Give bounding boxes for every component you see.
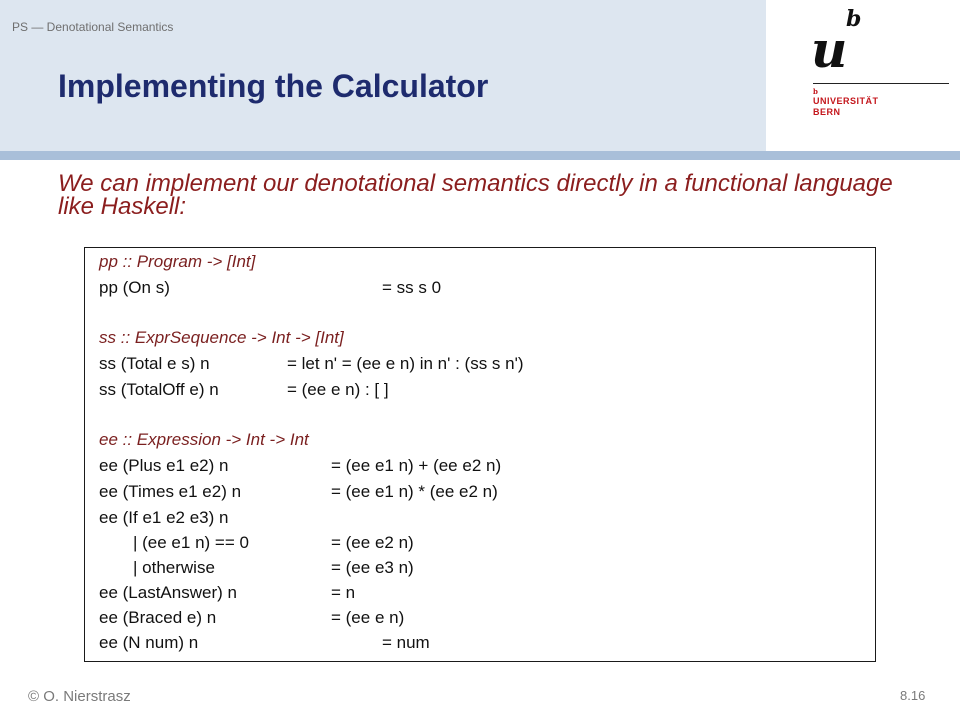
- code-line-lhs: ee (If e1 e2 e3) n: [99, 508, 229, 527]
- code-line-lhs: ee (N num) n: [99, 633, 199, 652]
- code-line-rhs: = let n' = (ee e n) in n' : (ss s n'): [287, 354, 524, 373]
- code-block: [84, 247, 876, 662]
- code-line-lhs: ee (Times e1 e2) n: [99, 482, 242, 501]
- code-guard-lhs: | (ee e1 n) == 0: [133, 533, 249, 552]
- code-line-rhs: = num: [382, 633, 430, 652]
- code-signature-ee: ee :: Expression -> Int -> Int: [99, 430, 309, 449]
- code-line-lhs: ee (LastAnswer) n: [99, 583, 237, 602]
- code-line-rhs: = (ee e n): [331, 608, 405, 627]
- code-signature-pp: pp :: Program -> [Int]: [99, 252, 256, 271]
- slide-title: Implementing the Calculator: [58, 68, 489, 104]
- code-line-lhs: pp (On s): [99, 278, 170, 297]
- code-line-rhs: = n: [331, 583, 356, 602]
- logo-letter-u: u: [811, 20, 848, 79]
- code-line-rhs: = (ee e n) : [ ]: [287, 380, 389, 399]
- code-guard-lhs: | otherwise: [133, 558, 215, 577]
- code-line-lhs: ee (Braced e) n: [99, 608, 217, 627]
- code-line-rhs: = (ee e2 n): [331, 533, 414, 552]
- logo-letter-b: b: [846, 6, 862, 32]
- code-line-rhs: = (ee e3 n): [331, 558, 414, 577]
- code-signature-ss: ss :: ExprSequence -> Int -> [Int]: [99, 328, 344, 347]
- code-line-rhs: = ss s 0: [382, 278, 442, 297]
- code-line-lhs: ss (Total e s) n: [99, 354, 210, 373]
- logo-wordmark-line2: BERN: [813, 107, 841, 117]
- logo-rule: [813, 83, 949, 84]
- code-line-rhs: = (ee e1 n) * (ee e2 n): [331, 482, 498, 501]
- footer-copyright: © O. Nierstrasz: [28, 688, 131, 705]
- logo-wordmark-line1: UNIVERSITÄT: [813, 96, 879, 106]
- university-logo: [800, 0, 960, 151]
- logo-wordmark: [813, 96, 879, 118]
- page-number: 8.16: [900, 688, 926, 703]
- header-divider: [0, 151, 960, 160]
- code-line-rhs: = (ee e1 n) + (ee e2 n): [331, 456, 502, 475]
- intro-text: We can implement our denotational semantics directly in a functional language like Haskell:: [58, 170, 893, 220]
- breadcrumb: PS — Denotational Semantics: [12, 20, 174, 34]
- code-line-lhs: ss (TotalOff e) n: [99, 380, 219, 399]
- logo-small-b: b: [813, 87, 818, 96]
- code-line-lhs: ee (Plus e1 e2) n: [99, 456, 229, 475]
